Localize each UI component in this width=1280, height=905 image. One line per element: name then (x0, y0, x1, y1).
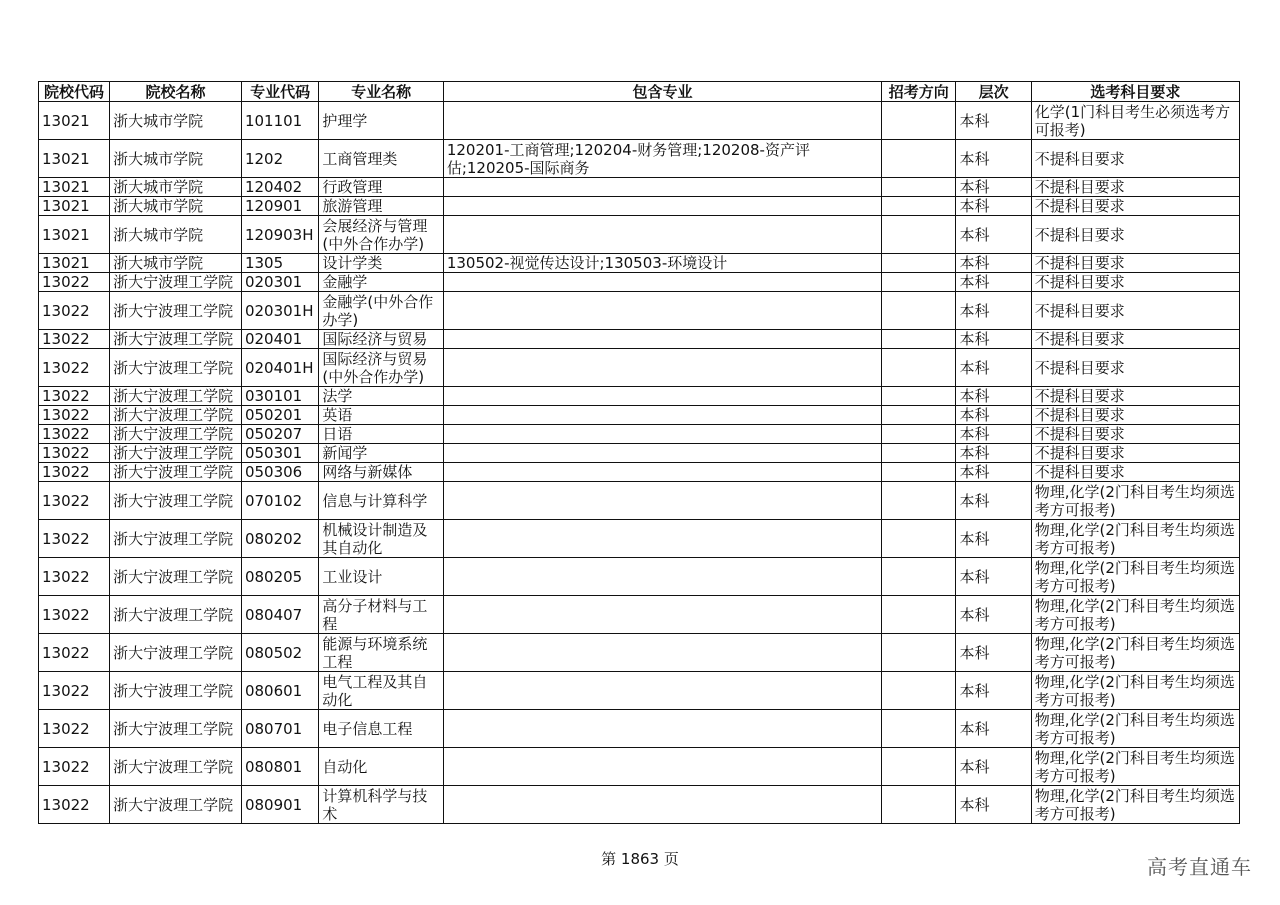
cell-level: 本科 (956, 425, 1031, 444)
cell-school-code: 13022 (39, 482, 110, 520)
cell-direction (882, 102, 956, 140)
cell-major-name: 国际经济与贸易 (319, 330, 443, 349)
cell-included-majors (443, 178, 881, 197)
cell-school-code: 13022 (39, 292, 110, 330)
cell-included-majors (443, 672, 881, 710)
table-row (39, 558, 1240, 596)
cell-subject-requirement: 物理,化学(2门科目考生均须选考方可报考) (1031, 672, 1239, 710)
cell-direction (882, 254, 956, 273)
cell-level: 本科 (956, 254, 1031, 273)
cell-subject-requirement: 不提科目要求 (1031, 349, 1239, 387)
cell-major-code: 1305 (241, 254, 318, 273)
cell-school-name: 浙大宁波理工学院 (110, 463, 242, 482)
cell-direction (882, 463, 956, 482)
cell-included-majors (443, 482, 881, 520)
cell-school-code: 13022 (39, 330, 110, 349)
cell-major-name: 日语 (319, 425, 443, 444)
cell-subject-requirement: 不提科目要求 (1031, 178, 1239, 197)
cell-major-name: 旅游管理 (319, 197, 443, 216)
cell-major-code: 080801 (241, 748, 318, 786)
table-row (39, 596, 1240, 634)
table-row (39, 216, 1240, 254)
cell-major-name: 新闻学 (319, 444, 443, 463)
cell-school-code: 13022 (39, 558, 110, 596)
cell-school-code: 13022 (39, 786, 110, 824)
cell-school-code: 13021 (39, 216, 110, 254)
cell-included-majors (443, 748, 881, 786)
cell-school-code: 13022 (39, 672, 110, 710)
cell-direction (882, 178, 956, 197)
cell-major-name: 国际经济与贸易(中外合作办学) (319, 349, 443, 387)
cell-school-name: 浙大宁波理工学院 (110, 482, 242, 520)
cell-subject-requirement: 化学(1门科目考生必须选考方可报考) (1031, 102, 1239, 140)
cell-included-majors: 130502-视觉传达设计;130503-环境设计 (443, 254, 881, 273)
cell-school-name: 浙大宁波理工学院 (110, 292, 242, 330)
cell-subject-requirement: 不提科目要求 (1031, 444, 1239, 463)
cell-subject-requirement: 物理,化学(2门科目考生均须选考方可报考) (1031, 596, 1239, 634)
table-row (39, 482, 1240, 520)
cell-level: 本科 (956, 330, 1031, 349)
cell-included-majors (443, 330, 881, 349)
cell-school-name: 浙大宁波理工学院 (110, 634, 242, 672)
table-row (39, 197, 1240, 216)
cell-subject-requirement: 物理,化学(2门科目考生均须选考方可报考) (1031, 634, 1239, 672)
cell-subject-requirement: 物理,化学(2门科目考生均须选考方可报考) (1031, 786, 1239, 824)
header-direction: 招考方向 (882, 82, 956, 102)
cell-major-code: 080601 (241, 672, 318, 710)
cell-school-code: 13022 (39, 596, 110, 634)
cell-subject-requirement: 物理,化学(2门科目考生均须选考方可报考) (1031, 482, 1239, 520)
cell-level: 本科 (956, 482, 1031, 520)
cell-school-name: 浙大宁波理工学院 (110, 710, 242, 748)
header-subject-requirement: 选考科目要求 (1031, 82, 1239, 102)
header-major-code: 专业代码 (241, 82, 318, 102)
cell-school-name: 浙大宁波理工学院 (110, 786, 242, 824)
cell-subject-requirement: 不提科目要求 (1031, 216, 1239, 254)
cell-school-name: 浙大城市学院 (110, 216, 242, 254)
cell-included-majors (443, 197, 881, 216)
cell-level: 本科 (956, 748, 1031, 786)
cell-school-name: 浙大城市学院 (110, 197, 242, 216)
cell-included-majors (443, 596, 881, 634)
cell-direction (882, 444, 956, 463)
table-row (39, 387, 1240, 406)
cell-subject-requirement: 不提科目要求 (1031, 387, 1239, 406)
cell-major-name: 行政管理 (319, 178, 443, 197)
cell-subject-requirement: 不提科目要求 (1031, 406, 1239, 425)
cell-level: 本科 (956, 349, 1031, 387)
cell-major-name: 英语 (319, 406, 443, 425)
cell-school-name: 浙大宁波理工学院 (110, 425, 242, 444)
cell-level: 本科 (956, 178, 1031, 197)
cell-school-name: 浙大宁波理工学院 (110, 444, 242, 463)
cell-school-name: 浙大宁波理工学院 (110, 349, 242, 387)
cell-included-majors (443, 634, 881, 672)
cell-direction (882, 216, 956, 254)
cell-school-code: 13022 (39, 710, 110, 748)
cell-school-code: 13022 (39, 387, 110, 406)
cell-school-name: 浙大宁波理工学院 (110, 406, 242, 425)
cell-subject-requirement: 不提科目要求 (1031, 197, 1239, 216)
cell-direction (882, 197, 956, 216)
cell-direction (882, 748, 956, 786)
cell-major-code: 050201 (241, 406, 318, 425)
cell-subject-requirement: 不提科目要求 (1031, 254, 1239, 273)
cell-direction (882, 349, 956, 387)
cell-school-code: 13022 (39, 748, 110, 786)
cell-school-name: 浙大宁波理工学院 (110, 672, 242, 710)
cell-included-majors (443, 406, 881, 425)
cell-level: 本科 (956, 786, 1031, 824)
cell-direction (882, 387, 956, 406)
cell-school-code: 13021 (39, 254, 110, 273)
cell-direction (882, 634, 956, 672)
cell-major-name: 工商管理类 (319, 140, 443, 178)
cell-major-name: 信息与计算科学 (319, 482, 443, 520)
cell-direction (882, 520, 956, 558)
cell-level: 本科 (956, 634, 1031, 672)
cell-included-majors (443, 425, 881, 444)
cell-major-name: 能源与环境系统工程 (319, 634, 443, 672)
cell-school-code: 13022 (39, 349, 110, 387)
cell-level: 本科 (956, 387, 1031, 406)
watermark: 高考直通车 (1147, 855, 1252, 879)
cell-direction (882, 330, 956, 349)
cell-subject-requirement: 不提科目要求 (1031, 292, 1239, 330)
cell-subject-requirement: 物理,化学(2门科目考生均须选考方可报考) (1031, 558, 1239, 596)
cell-major-code: 070102 (241, 482, 318, 520)
cell-level: 本科 (956, 140, 1031, 178)
cell-subject-requirement: 不提科目要求 (1031, 273, 1239, 292)
table-row (39, 330, 1240, 349)
cell-included-majors (443, 273, 881, 292)
cell-level: 本科 (956, 102, 1031, 140)
cell-major-name: 护理学 (319, 102, 443, 140)
cell-major-code: 120903H (241, 216, 318, 254)
cell-level: 本科 (956, 710, 1031, 748)
cell-direction (882, 406, 956, 425)
cell-direction (882, 710, 956, 748)
cell-subject-requirement: 物理,化学(2门科目考生均须选考方可报考) (1031, 748, 1239, 786)
cell-level: 本科 (956, 444, 1031, 463)
cell-school-name: 浙大宁波理工学院 (110, 596, 242, 634)
table-row (39, 140, 1240, 178)
cell-level: 本科 (956, 273, 1031, 292)
cell-school-code: 13022 (39, 634, 110, 672)
table-row (39, 349, 1240, 387)
cell-included-majors (443, 786, 881, 824)
cell-school-name: 浙大城市学院 (110, 102, 242, 140)
cell-major-name: 工业设计 (319, 558, 443, 596)
cell-major-name: 设计学类 (319, 254, 443, 273)
cell-major-code: 080407 (241, 596, 318, 634)
cell-direction (882, 292, 956, 330)
cell-school-name: 浙大宁波理工学院 (110, 558, 242, 596)
table-row (39, 254, 1240, 273)
cell-major-name: 自动化 (319, 748, 443, 786)
cell-school-code: 13021 (39, 178, 110, 197)
table-row (39, 444, 1240, 463)
cell-level: 本科 (956, 596, 1031, 634)
cell-included-majors (443, 520, 881, 558)
cell-level: 本科 (956, 197, 1031, 216)
cell-major-code: 120901 (241, 197, 318, 216)
cell-major-name: 法学 (319, 387, 443, 406)
cell-major-code: 020401H (241, 349, 318, 387)
cell-subject-requirement: 不提科目要求 (1031, 330, 1239, 349)
cell-major-name: 电气工程及其自动化 (319, 672, 443, 710)
table-row (39, 292, 1240, 330)
cell-direction (882, 273, 956, 292)
cell-level: 本科 (956, 406, 1031, 425)
table-row (39, 748, 1240, 786)
cell-school-name: 浙大宁波理工学院 (110, 387, 242, 406)
table-header-row (39, 82, 1240, 102)
cell-school-code: 13022 (39, 406, 110, 425)
cell-school-code: 13022 (39, 463, 110, 482)
cell-major-code: 080205 (241, 558, 318, 596)
admissions-table (38, 81, 1240, 824)
cell-major-code: 020301H (241, 292, 318, 330)
cell-major-code: 101101 (241, 102, 318, 140)
cell-level: 本科 (956, 520, 1031, 558)
cell-included-majors (443, 444, 881, 463)
cell-school-name: 浙大宁波理工学院 (110, 748, 242, 786)
cell-level: 本科 (956, 292, 1031, 330)
cell-major-code: 050301 (241, 444, 318, 463)
cell-major-name: 会展经济与管理(中外合作办学) (319, 216, 443, 254)
cell-direction (882, 558, 956, 596)
table-row (39, 178, 1240, 197)
cell-direction (882, 482, 956, 520)
cell-major-name: 机械设计制造及其自动化 (319, 520, 443, 558)
table-row (39, 463, 1240, 482)
cell-level: 本科 (956, 558, 1031, 596)
table-row (39, 406, 1240, 425)
cell-included-majors (443, 102, 881, 140)
cell-school-code: 13021 (39, 140, 110, 178)
cell-school-code: 13022 (39, 444, 110, 463)
cell-school-code: 13021 (39, 102, 110, 140)
cell-major-name: 网络与新媒体 (319, 463, 443, 482)
cell-included-majors (443, 387, 881, 406)
cell-included-majors (443, 349, 881, 387)
cell-major-code: 1202 (241, 140, 318, 178)
header-level: 层次 (956, 82, 1031, 102)
cell-major-name: 计算机科学与技术 (319, 786, 443, 824)
cell-school-name: 浙大宁波理工学院 (110, 520, 242, 558)
cell-major-name: 高分子材料与工程 (319, 596, 443, 634)
table-row (39, 710, 1240, 748)
cell-major-name: 金融学 (319, 273, 443, 292)
cell-direction (882, 140, 956, 178)
cell-major-code: 030101 (241, 387, 318, 406)
cell-included-majors (443, 558, 881, 596)
cell-school-name: 浙大宁波理工学院 (110, 330, 242, 349)
cell-major-code: 050207 (241, 425, 318, 444)
table-row (39, 672, 1240, 710)
cell-school-code: 13021 (39, 197, 110, 216)
admissions-table-sheet (38, 81, 1240, 824)
cell-direction (882, 425, 956, 444)
page-number: 第 1863 页 (601, 850, 679, 868)
cell-school-name: 浙大城市学院 (110, 254, 242, 273)
header-major-name: 专业名称 (319, 82, 443, 102)
cell-major-name: 电子信息工程 (319, 710, 443, 748)
cell-included-majors (443, 463, 881, 482)
cell-direction (882, 786, 956, 824)
cell-subject-requirement: 不提科目要求 (1031, 140, 1239, 178)
cell-subject-requirement: 不提科目要求 (1031, 463, 1239, 482)
cell-level: 本科 (956, 463, 1031, 482)
cell-major-name: 金融学(中外合作办学) (319, 292, 443, 330)
cell-included-majors (443, 216, 881, 254)
cell-school-name: 浙大城市学院 (110, 140, 242, 178)
cell-school-code: 13022 (39, 273, 110, 292)
table-row (39, 425, 1240, 444)
cell-subject-requirement: 物理,化学(2门科目考生均须选考方可报考) (1031, 520, 1239, 558)
cell-major-code: 020301 (241, 273, 318, 292)
table-row (39, 273, 1240, 292)
cell-included-majors (443, 292, 881, 330)
cell-major-code: 080901 (241, 786, 318, 824)
table-body (39, 102, 1240, 824)
cell-major-code: 120402 (241, 178, 318, 197)
table-row (39, 786, 1240, 824)
table-row (39, 520, 1240, 558)
cell-school-name: 浙大宁波理工学院 (110, 273, 242, 292)
cell-major-code: 080502 (241, 634, 318, 672)
cell-school-code: 13022 (39, 425, 110, 444)
cell-level: 本科 (956, 216, 1031, 254)
cell-major-code: 050306 (241, 463, 318, 482)
cell-included-majors (443, 710, 881, 748)
cell-level: 本科 (956, 672, 1031, 710)
cell-school-name: 浙大城市学院 (110, 178, 242, 197)
cell-subject-requirement: 不提科目要求 (1031, 425, 1239, 444)
cell-school-code: 13022 (39, 520, 110, 558)
header-school-code: 院校代码 (39, 82, 110, 102)
cell-major-code: 020401 (241, 330, 318, 349)
cell-direction (882, 596, 956, 634)
header-school-name: 院校名称 (110, 82, 242, 102)
cell-major-code: 080202 (241, 520, 318, 558)
cell-included-majors: 120201-工商管理;120204-财务管理;120208-资产评估;120205-国际商务 (443, 140, 881, 178)
cell-direction (882, 672, 956, 710)
table-row (39, 102, 1240, 140)
cell-subject-requirement: 物理,化学(2门科目考生均须选考方可报考) (1031, 710, 1239, 748)
table-row (39, 634, 1240, 672)
header-included-majors: 包含专业 (443, 82, 881, 102)
cell-major-code: 080701 (241, 710, 318, 748)
